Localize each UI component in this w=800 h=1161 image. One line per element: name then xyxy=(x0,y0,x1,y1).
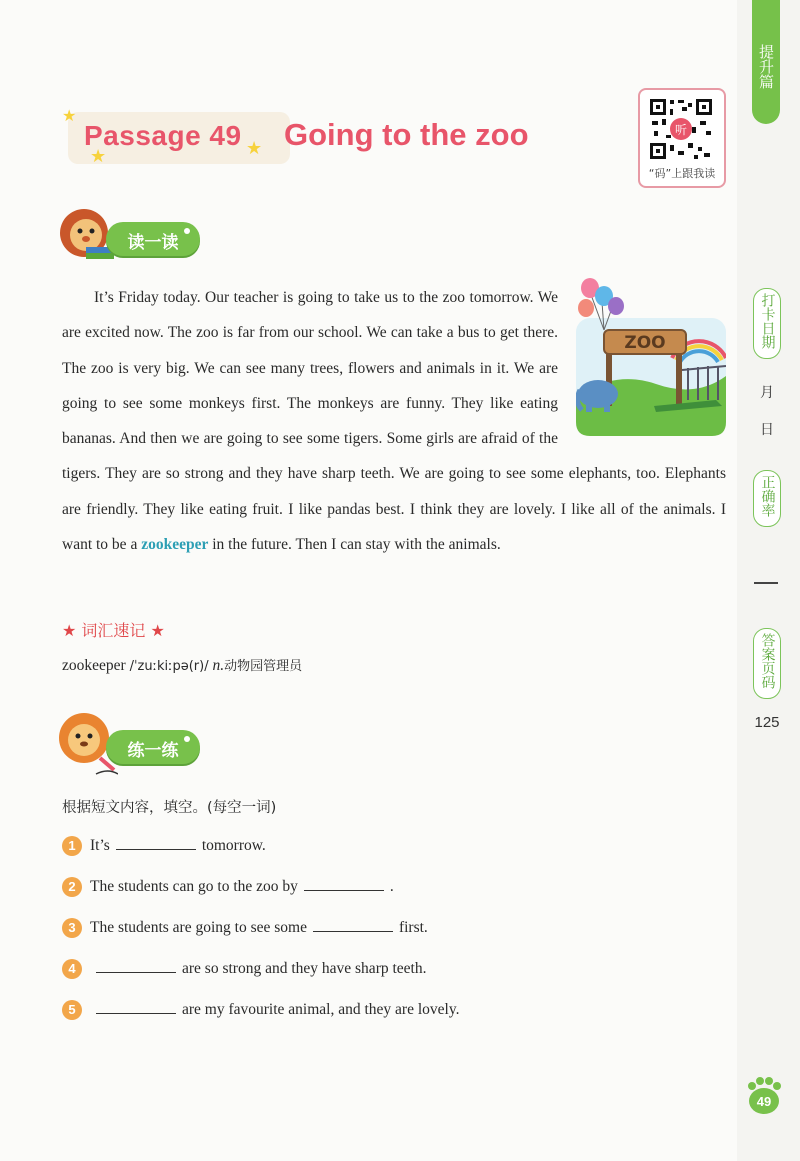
answer-blank[interactable] xyxy=(96,958,176,973)
answer-page-number: 125 xyxy=(754,714,780,731)
question-3 xyxy=(62,917,428,941)
exercise-instruction: 根据短文内容，填空。(每空一词) xyxy=(62,800,277,816)
qr-code-box[interactable] xyxy=(638,88,726,188)
read-section-title: 读一读 xyxy=(127,233,179,253)
badge-dot xyxy=(184,228,190,234)
practice-section-title: 练一练 xyxy=(127,741,179,761)
passage-text-end: in the future. Then I can stay with the animals. xyxy=(212,536,501,554)
answer-blank[interactable] xyxy=(96,999,176,1014)
question-number: 5 xyxy=(62,1000,82,1020)
star-icon: ★ xyxy=(246,138,263,159)
reading-passage xyxy=(62,280,726,562)
zoo-sign-text: ZOO xyxy=(624,333,666,353)
answer-blank[interactable] xyxy=(313,917,393,932)
qr-caption: “码”上跟我读 xyxy=(648,167,716,180)
side-margin xyxy=(737,0,800,1161)
question-number: 3 xyxy=(62,918,82,938)
passage-text: It’s Friday today. Our teacher is going to take us to the zoo tomorrow. We are excited now. The zoo is far from our school. We can take a bus to get there. The zoo is very big. We can see many trees, flowers and animals in it. We are going to see some monkeys first. The monkeys are funny. They like eating bananas. And then we are going to see some tigers. Some girls are afraid of the tigers. They are so strong and they have sharp teeth. We are going to see some elephants, too. Elephants are friendly. They like eating fruit. I like pandas best. I think they are lovely. I like all of the animals. I want to be a xyxy=(62,289,726,554)
question-text: The students are going to see some xyxy=(90,919,307,936)
qr-center-label: 听 xyxy=(674,123,688,137)
accuracy-label: 正确率 xyxy=(753,470,781,527)
passage-title xyxy=(62,108,622,168)
month-label: 月 xyxy=(760,385,774,401)
question-text: It’s xyxy=(90,837,110,854)
vocab-word: zookeeper xyxy=(62,657,126,674)
check-in-date-label: 打卡日期 xyxy=(753,288,781,359)
question-number: 4 xyxy=(62,959,82,979)
answer-blank[interactable] xyxy=(116,835,196,850)
badge-dot xyxy=(184,736,190,742)
vocab-heading: ★ 词汇速记 ★ xyxy=(62,621,165,640)
qr-code-icon xyxy=(648,97,714,161)
answer-blank[interactable] xyxy=(304,876,384,891)
passage-number: Passage 49 xyxy=(84,120,242,151)
zoo-illustration xyxy=(576,278,726,436)
question-4 xyxy=(62,958,426,982)
practice-section-badge xyxy=(106,730,200,764)
answer-code-label: 答案页码 xyxy=(753,628,781,699)
question-2 xyxy=(62,876,394,900)
question-text-after: tomorrow. xyxy=(201,837,266,854)
question-text-after: . xyxy=(389,878,394,895)
read-section-badge xyxy=(106,222,200,256)
section-tab xyxy=(752,0,780,124)
paw-icon xyxy=(744,1076,784,1116)
vocab-pos: n. xyxy=(212,657,225,674)
question-text-after: first. xyxy=(398,919,428,936)
accuracy-blank-line xyxy=(754,582,778,584)
star-icon: ★ xyxy=(90,146,107,167)
question-1 xyxy=(62,835,266,859)
vocab-entry xyxy=(62,655,302,675)
day-label: 日 xyxy=(760,422,774,438)
page-title: Going to the zoo xyxy=(284,117,529,152)
vocab-phonetic: /ˈzuːkiːpə(r)/ xyxy=(129,659,209,674)
star-icon: ★ xyxy=(62,106,77,125)
question-5 xyxy=(62,999,459,1023)
question-number: 1 xyxy=(62,836,82,856)
question-text-after: are my favourite animal, and they are lovely. xyxy=(182,1001,460,1018)
question-number: 2 xyxy=(62,877,82,897)
question-text: The students can go to the zoo by xyxy=(90,878,298,895)
keyword-zookeeper: zookeeper xyxy=(141,536,209,554)
question-text-after: are so strong and they have sharp teeth. xyxy=(182,960,427,977)
section-tab-label: 提升篇 xyxy=(757,44,775,89)
vocab-meaning: 动物园管理员 xyxy=(224,659,303,674)
page-number: 49 xyxy=(756,1094,772,1109)
